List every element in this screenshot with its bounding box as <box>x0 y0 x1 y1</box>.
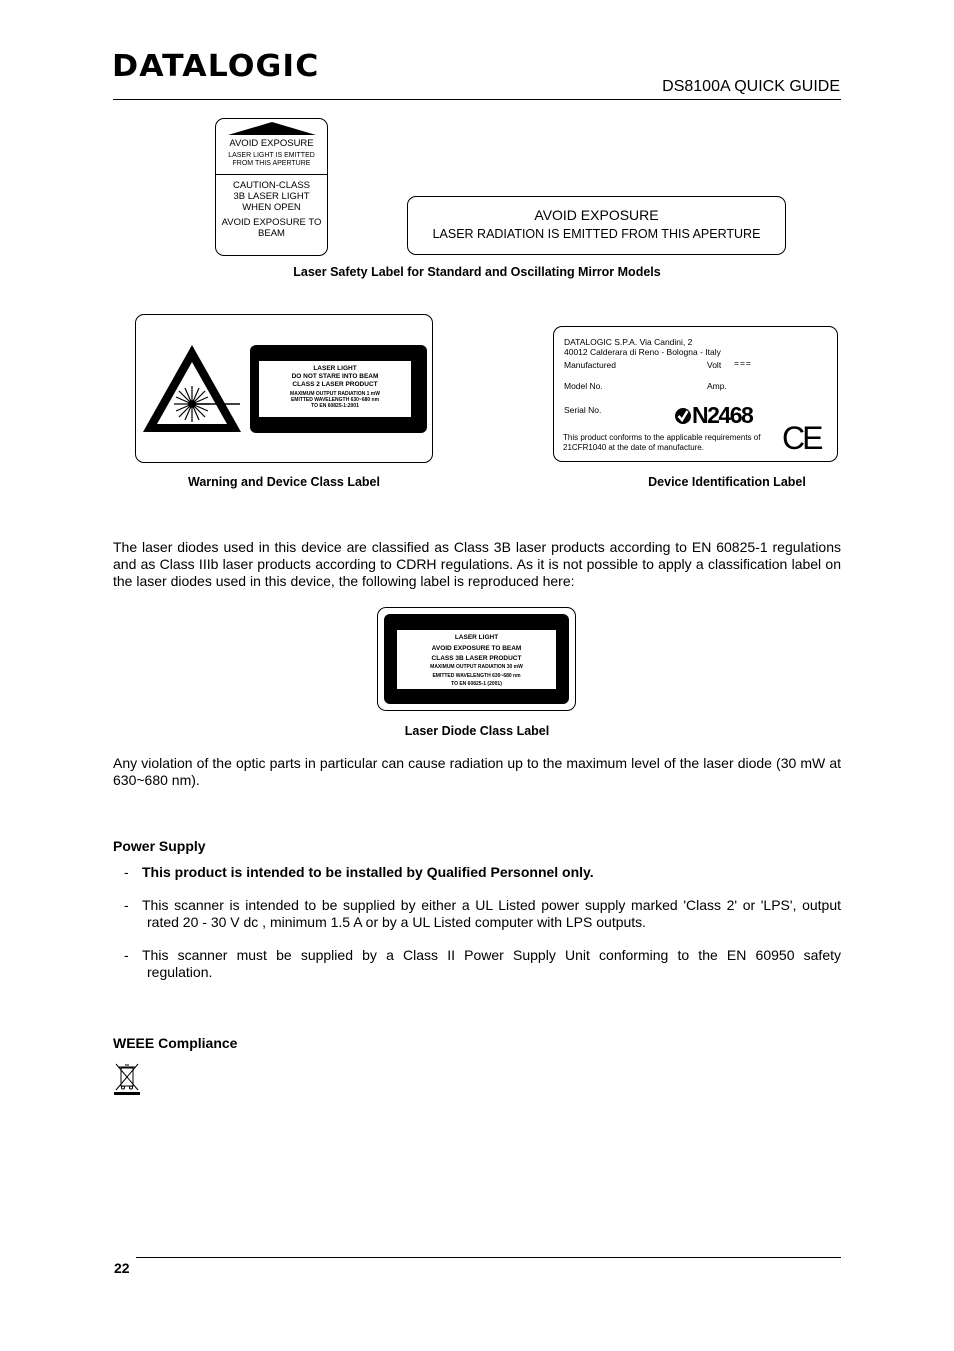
violation-paragraph: Any violation of the optic parts in particular can cause radiation up to the maximum level of the laser diode (30 mW at 630~680 nm). <box>113 755 841 788</box>
class-2-panel <box>250 345 427 433</box>
diode-line1: LASER LIGHT <box>454 634 499 641</box>
caution-label <box>215 118 328 256</box>
c-tick-mark-icon <box>674 406 692 426</box>
class-2-line4: MAXIMUM OUTPUT RADIATION 1 mW <box>290 391 380 397</box>
class-2-line5: EMITTED WAVELENGTH 630~680 nm <box>290 397 380 403</box>
laser-diode-paragraph: The laser diodes used in this device are classified as Class 3B laser products according to EN 60825-1 regulations and as Class IIIb laser products according to CDRH regulations. As it is not possible to apply a classification label on the laser diodes used in this device, the following label is reproduced here: <box>113 539 841 589</box>
caution-label-divider <box>216 174 327 175</box>
device-manufactured: Manufactured <box>564 360 616 370</box>
class-2-line1: LASER LIGHT <box>313 365 357 372</box>
device-amp: Amp. <box>707 381 727 391</box>
device-cert-number: N2468 <box>692 402 753 428</box>
power-item3-dash: - <box>124 947 129 963</box>
diode-line3: CLASS 3B LASER PRODUCT <box>431 655 522 662</box>
footer-rule <box>136 1257 841 1258</box>
class-2-line6: TO EN 60825-1:2001 <box>311 403 359 409</box>
device-company: DATALOGIC S.P.A. Via Candini, 2 <box>564 337 693 347</box>
caution-label-avoid: AVOID EXPOSURE TO BEAM <box>221 217 322 239</box>
power-item1: This product is intended to be installed by Qualified Personnel only. <box>142 864 594 880</box>
laser-hazard-icon <box>140 342 244 436</box>
caption-laser-safety: Laser Safety Label for Standard and Oscillating Mirror Models <box>293 265 661 279</box>
diode-class-label <box>377 607 576 711</box>
warning-triangle-icon <box>228 122 316 135</box>
class-2-line2: DO NOT STARE INTO BEAM <box>291 373 379 380</box>
document-title: DS8100A QUICK GUIDE <box>662 78 840 95</box>
device-serial: Serial No. <box>564 405 602 415</box>
aperture-label-title: AVOID EXPOSURE <box>534 207 659 223</box>
ce-mark: CE <box>782 420 821 456</box>
device-model: Model No. <box>564 381 603 391</box>
device-conformity: This product conforms to the applicable requirements of 21CFR1040 at the date of manufacture. <box>563 433 761 452</box>
caption-warning-label: Warning and Device Class Label <box>188 475 380 489</box>
power-item1-dash: - <box>124 864 129 880</box>
device-volt: Volt <box>707 360 722 370</box>
crossed-out-wheelie-bin-icon <box>113 1062 141 1096</box>
aperture-label <box>407 196 786 255</box>
power-item2-dash: - <box>124 897 129 913</box>
diode-line2: AVOID EXPOSURE TO BEAM <box>431 645 522 652</box>
power-item3-line1: This scanner must be supplied by a Class II Power Supply Unit conforming to the EN 60950 safety <box>142 947 841 963</box>
device-id-label <box>553 326 838 462</box>
power-item2-line1: This scanner is intended to be supplied by either a UL Listed power supply marked 'Class 2' or 'LPS', output <box>142 897 841 913</box>
device-volt-symbol: === <box>734 358 752 368</box>
power-supply-heading: Power Supply <box>113 838 206 854</box>
datalogic-logo: DATALOGIC <box>112 49 320 84</box>
diode-line6: TO EN 60825-1 (2001) <box>451 681 502 687</box>
page-number: 22 <box>114 1260 130 1276</box>
class-2-line3: CLASS 2 LASER PRODUCT <box>292 381 378 388</box>
diode-line4: MAXIMUM OUTPUT RADIATION 30 mW <box>430 664 523 670</box>
caution-label-subtitle: LASER LIGHT IS EMITTED FROM THIS APERTURE <box>228 152 315 167</box>
header-rule <box>113 99 841 100</box>
power-item3-line2: regulation. <box>147 964 213 980</box>
power-item2-line2: rated 20 - 30 V dc , minimum 1.5 A or by a UL Listed computer with LPS outputs. <box>147 914 647 930</box>
warning-class-label <box>135 314 433 463</box>
caption-diode-label: Laser Diode Class Label <box>404 724 550 738</box>
weee-heading: WEEE Compliance <box>113 1035 238 1051</box>
diode-line5: EMITTED WAVELENGTH 630~680 nm <box>432 673 521 679</box>
caption-device-id: Device Identification Label <box>648 475 806 489</box>
caution-label-class: CAUTION-CLASS 3B LASER LIGHT WHEN OPEN <box>232 180 311 213</box>
caution-label-title: AVOID EXPOSURE <box>229 138 314 149</box>
aperture-label-text: LASER RADIATION IS EMITTED FROM THIS APERTURE <box>432 227 761 241</box>
device-address: 40012 Calderara di Reno - Bologna - Italy <box>564 347 721 357</box>
